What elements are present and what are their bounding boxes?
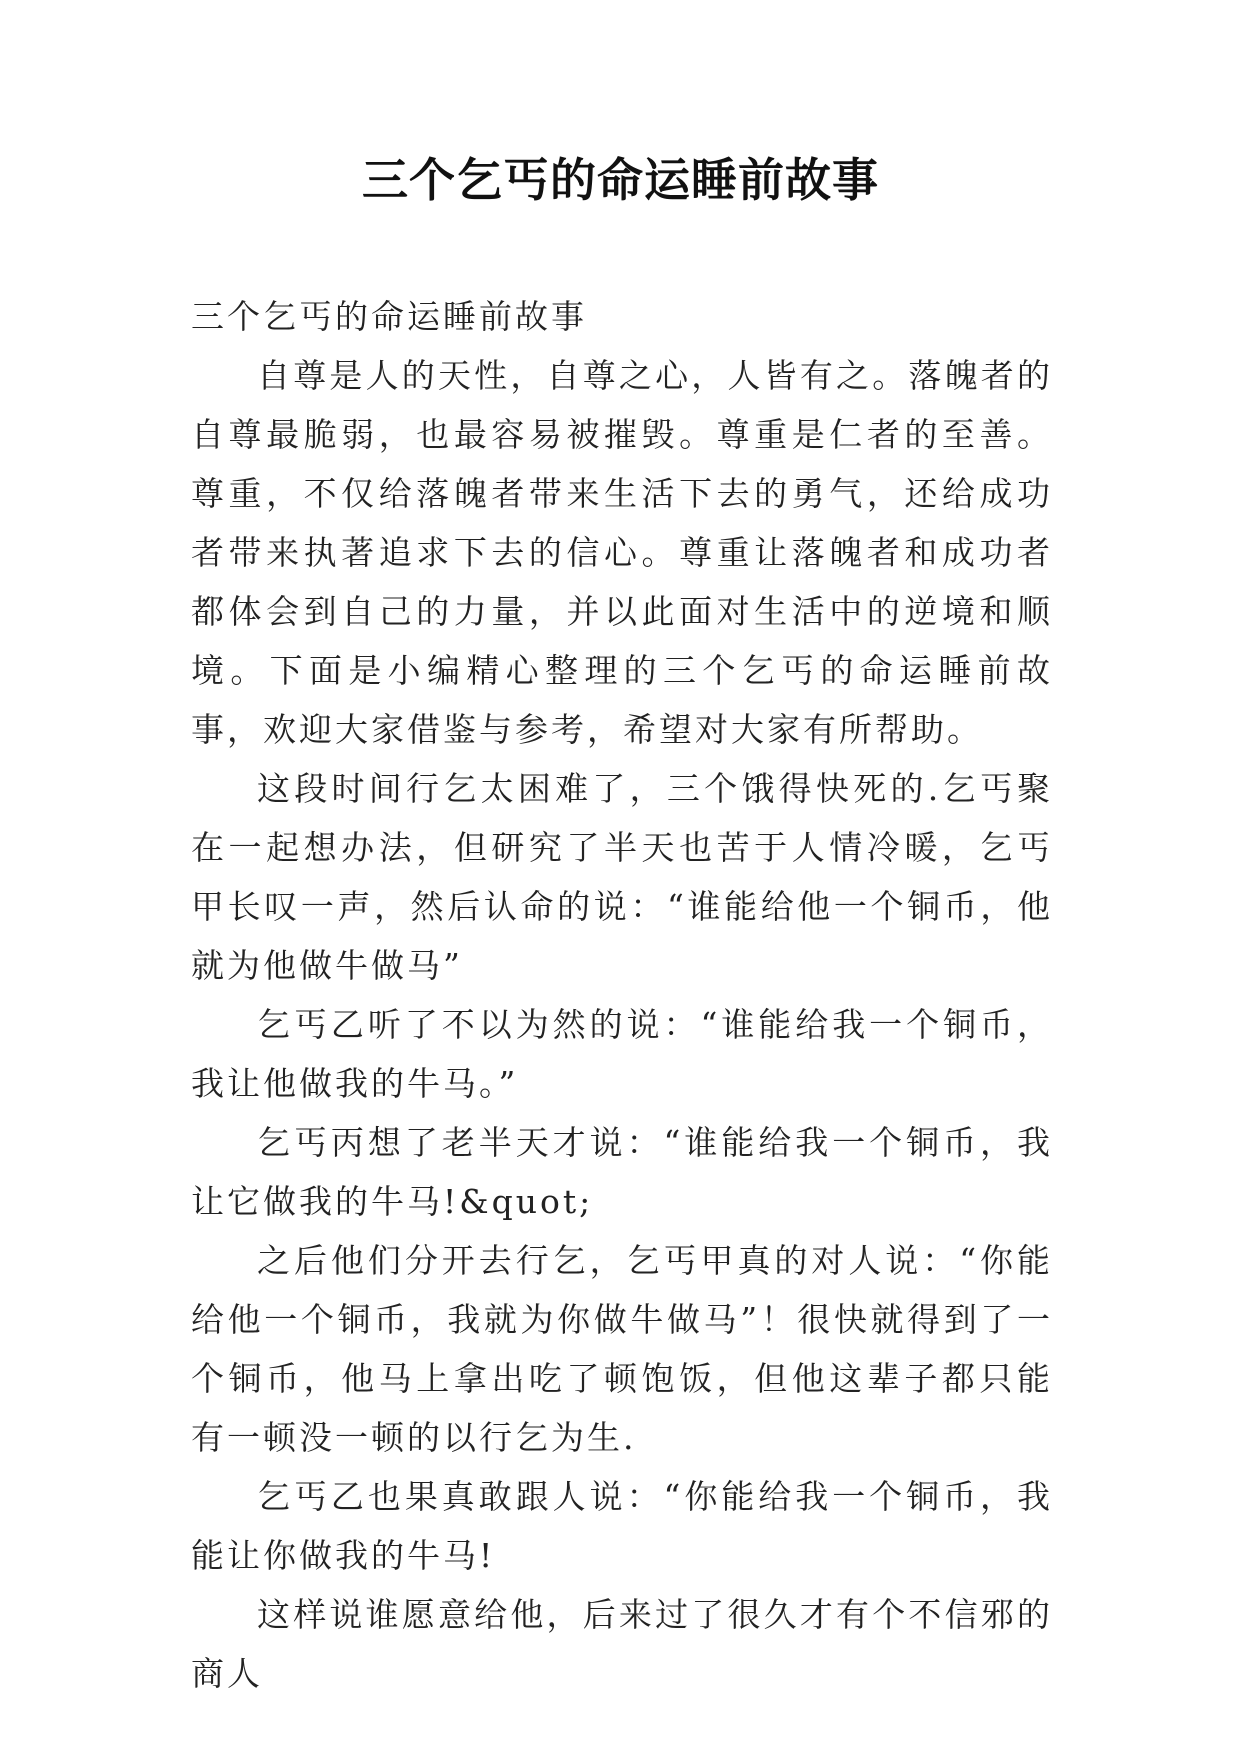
paragraph: 之后他们分开去行乞，乞丐甲真的对人说：“你能给他一个铜币，我就为你做牛做马”！很快就得到了一个铜币，他马上拿出吃了顿饱饭，但他这辈子都只能有一顿没一顿的以行乞为生. <box>191 1241 1053 1457</box>
document-title: 三个乞丐的命运睡前故事 <box>362 153 879 207</box>
paragraph: 这段时间行乞太困难了，三个饿得快死的.乞丐聚在一起想办法，但研究了半天也苦于人情冷暖，乞丐甲长叹一声，然后认命的说：“谁能给他一个铜币，他就为他做牛做马” <box>191 769 1053 985</box>
paragraph-subtitle: 三个乞丐的命运睡前故事 <box>191 297 587 336</box>
paragraph: 自尊是人的天性，自尊之心，人皆有之。落魄者的自尊最脆弱，也最容易被摧毁。尊重是仁者的至善。尊重，不仅给落魄者带来生活下去的勇气，还给成功者带来执著追求下去的信心。尊重让落魄者和成功者都体会到自己的力量，并以此面对生活中的逆境和顺境。下面是小编精心整理的三个乞丐的命运睡前故事，欢迎大家借鉴与参考，希望对大家有所帮助。 <box>191 356 1053 749</box>
document-body <box>191 287 1053 1703</box>
paragraph: 乞丐乙听了不以为然的说：“谁能给我一个铜币，我让他做我的牛马。” <box>191 1005 1053 1103</box>
paragraph: 这样说谁愿意给他，后来过了很久才有个不信邪的商人 <box>191 1595 1053 1693</box>
paragraph: 乞丐丙想了老半天才说：“谁能给我一个铜币，我让它做我的牛马!&quot; <box>191 1123 1053 1221</box>
paragraph: 乞丐乙也果真敢跟人说：“你能给我一个铜币，我能让你做我的牛马! <box>191 1477 1053 1575</box>
